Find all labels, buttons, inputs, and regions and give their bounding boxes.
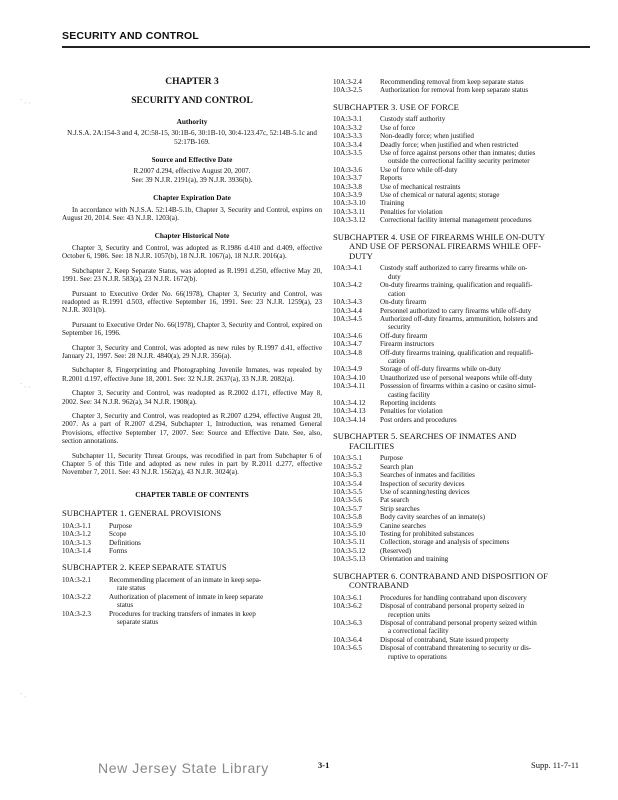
section-number: 10A:3-5.13 [333, 555, 366, 564]
chapter-title: SECURITY AND CONTROL [131, 96, 253, 107]
section-title: Penalties for violation [380, 207, 443, 216]
library-watermark: New Jersey State Library [98, 760, 269, 776]
toc-item [333, 496, 593, 504]
section-number: 10A:3-6.1 [333, 593, 362, 602]
section-number: 10A:3-5.12 [333, 546, 366, 555]
section-number: 10A:3-4.13 [333, 407, 366, 416]
section-number: 10A:3-3.9 [333, 191, 362, 200]
toc-title: CHAPTER TABLE OF CONTENTS [135, 490, 249, 499]
authority-text: N.J.S.A. 2A:154-3 and 4, 2C:58-15, 30:1B-6, 30:1B-10, 30:4-123.47c, 52:14B-5.1c and 52:17B-169. [67, 129, 317, 146]
section-title: Disposal of contraband personal property seized within [380, 619, 537, 628]
section-number: 10A:3-6.5 [333, 644, 362, 653]
section-title: Forms [109, 547, 128, 556]
toc-item [333, 644, 593, 661]
section-title: Recommending removal from keep separate status [380, 78, 524, 86]
toc-item [333, 199, 593, 207]
section-number: 10A:3-2.1 [62, 576, 91, 585]
history-heading: Chapter Historical Note [154, 231, 230, 241]
toc-item [333, 365, 593, 373]
section-title: Authorized off-duty firearms, ammunition, holsters and [380, 314, 538, 323]
toc-item [333, 349, 593, 366]
section-title: Procedures for tracking transfers of inmates in keep [109, 609, 256, 618]
section-title: Use of force [380, 123, 416, 132]
toc-item [333, 382, 593, 399]
toc-item [62, 547, 322, 555]
scan-mark: · ˏ [20, 690, 27, 698]
supplement-date: Supp. 11-7-11 [531, 760, 580, 770]
section-number: 10A:3-4.14 [333, 415, 366, 424]
section-number: 10A:3-5.1 [333, 454, 362, 463]
section-title: Testing for prohibited substances [380, 530, 474, 539]
toc-item [333, 522, 593, 530]
section-title: Disposal of contraband personal property seized in [380, 602, 525, 611]
toc-item [62, 522, 322, 530]
section-title: Off-duty firearm [380, 331, 428, 340]
section-title-continuation: duty [388, 272, 401, 281]
section-number: 10A:3-2.4 [333, 78, 362, 86]
scan-mark: · ˏ ˏ [20, 96, 31, 104]
section-title: Recommending placement of an inmate in keep sepa- [109, 576, 262, 585]
section-title: Disposal of contraband threatening to security or dis- [380, 644, 532, 653]
toc-item [333, 602, 593, 619]
section-number: 10A:3-4.11 [333, 382, 366, 391]
section-number: 10A:3-5.10 [333, 530, 366, 539]
section-title: Disposal of contraband, State issued property [380, 635, 509, 644]
toc-item [333, 547, 593, 555]
section-title-continuation: security [388, 323, 411, 332]
toc-item [333, 636, 593, 644]
history-paragraph: Pursuant to Executive Order No. 66(1978), Chapter 3, Security and Control, expired on September 16, 1996. [62, 320, 322, 338]
section-title: Custody staff authority [380, 115, 446, 124]
section-title: Purpose [109, 521, 132, 530]
section-number: 10A:3-3.3 [333, 132, 362, 141]
toc-item [333, 538, 593, 546]
section-title: Authorization for removal from keep separate status [380, 86, 529, 95]
toc-item [62, 593, 322, 610]
section-title-continuation: cation [388, 289, 406, 298]
section-number: 10A:3-3.2 [333, 123, 362, 132]
section-title: Reports [380, 174, 403, 183]
header-rule [62, 46, 590, 48]
section-number: 10A:3-4.8 [333, 348, 362, 357]
section-title: Unauthorized use of personal weapons while off-duty [380, 373, 533, 382]
section-number: 10A:3-5.9 [333, 521, 362, 530]
section-title: Purpose [380, 454, 403, 463]
toc-item [62, 610, 322, 627]
authority-heading: Authority [176, 116, 208, 126]
section-title: Strip searches [380, 504, 420, 513]
section-number: 10A:3-5.6 [333, 496, 362, 505]
subchapter-4-title [333, 233, 593, 262]
section-number: 10A:3-6.4 [333, 635, 362, 644]
scan-mark: · ˏ ˏ [20, 380, 31, 388]
section-title: Canine searches [380, 521, 426, 530]
section-number: 10A:3-5.11 [333, 538, 366, 547]
toc-item [333, 298, 593, 306]
toc-item [333, 208, 593, 216]
section-number: 10A:3-5.7 [333, 504, 362, 513]
section-number: 10A:3-5.8 [333, 513, 362, 522]
section-title: Personnel authorized to carry firearms while off-duty [380, 306, 532, 315]
section-title: (Reserved) [380, 546, 412, 555]
subchapter-6-title-line1: SUBCHAPTER 6. CONTRABAND AND DISPOSITION OF [333, 570, 548, 581]
section-number: 10A:3-4.9 [333, 365, 362, 374]
toc-item [333, 191, 593, 199]
toc-item [333, 115, 593, 123]
toc-item [333, 183, 593, 191]
section-number: 10A:3-5.5 [333, 488, 362, 496]
toc-item [333, 78, 593, 86]
section-number: 10A:3-4.5 [333, 314, 362, 323]
section-number: 10A:3-3.4 [333, 140, 362, 149]
toc-item [333, 332, 593, 340]
toc-item [333, 315, 593, 332]
subchapter-5-title [333, 432, 593, 451]
section-title: Orientation and training [380, 555, 449, 564]
history-paragraph: Chapter 3, Security and Control, was adopted as new rules by R.1997 d.41, effective January 21, 1997. See: 28 N.J.R. 4840(a), 29 N.J.R. 356(a). [62, 343, 322, 360]
section-title: Use of force against persons other than inmates; duties [380, 149, 536, 158]
toc-item [62, 576, 322, 593]
section-number: 10A:3-1.3 [62, 538, 91, 547]
section-title: Non-deadly force; when justified [380, 132, 474, 141]
section-title: Off-duty firearms training, qualification and requalifi- [380, 348, 534, 357]
section-title-continuation: a correctional facility [388, 627, 449, 636]
toc-item [333, 149, 593, 166]
toc-item [333, 216, 593, 224]
expiration-text: In accordance with N.J.S.A. 52:14B-5.1b, Chapter 3, Security and Control, expires on August 20, 2014. See: 43 N.J.R. 1203(a). [62, 205, 322, 223]
section-number: 10A:3-3.1 [333, 115, 362, 124]
toc-item [333, 340, 593, 348]
section-number: 10A:3-2.2 [62, 592, 91, 601]
section-title: Authorization of placement of inmate in keep separate [109, 592, 264, 601]
toc-item [333, 480, 593, 488]
section-title: Possession of firearms within a casino or casino simul- [380, 382, 537, 391]
toc-item [333, 471, 593, 479]
toc-item [62, 530, 322, 538]
section-title: Storage of off-duty firearms while on-duty [380, 365, 502, 374]
section-number: 10A:3-4.2 [333, 281, 362, 290]
section-number: 10A:3-3.6 [333, 165, 362, 174]
section-title: Searches of inmates and facilities [380, 471, 475, 480]
section-number: 10A:3-5.2 [333, 462, 362, 471]
toc-item [333, 166, 593, 174]
history-paragraph: Chapter 3, Security and Control, was readopted as R.2007 d.294, effective August 20, 2007. As a part of R.2007 d.294, Subchapter 1, Introduction, was renamed General Provisions, effective September 17, 2007. See: Source and Effective Date. See, also, section annotations. [62, 411, 322, 446]
section-number: 10A:3-4.10 [333, 373, 366, 382]
section-title-continuation: rate status [117, 584, 146, 593]
subchapter-2-title: SUBCHAPTER 2. KEEP SEPARATE STATUS [62, 562, 227, 573]
subchapter-5-title-line2: FACILITIES [349, 440, 395, 451]
section-title: Collection, storage and analysis of specimens [380, 538, 510, 547]
subchapter-4-title-line3: DUTY [349, 250, 373, 261]
section-title: Correctional facility internal management procedures [380, 216, 532, 225]
section-number: 10A:3-3.11 [333, 207, 366, 216]
section-title: Firearm instructors [380, 340, 435, 349]
subchapter-6-title-line2: CONTRABAND [349, 580, 409, 591]
section-title: Training [380, 199, 405, 208]
section-number: 10A:3-5.3 [333, 471, 362, 480]
subchapter-3-title: SUBCHAPTER 3. USE OF FORCE [333, 101, 459, 112]
toc-item [333, 399, 593, 407]
toc-item [333, 619, 593, 636]
section-number: 10A:3-6.3 [333, 619, 362, 628]
history-paragraph: Pursuant to Executive Order No. 66(1978), Chapter 3, Security and Control, was readopted as R.1991 d.503, effective September 16, 1991. See: 23 N.J.R. 1259(a), 23 N.J.R. 3031(b). [62, 289, 322, 315]
section-title: Search plan [380, 462, 414, 471]
section-title: Scope [109, 530, 127, 539]
right-column [333, 78, 593, 661]
section-title: Body cavity searches of an inmate(s) [380, 513, 485, 522]
section-number: 10A:3-4.6 [333, 331, 362, 340]
section-number: 10A:3-4.7 [333, 340, 362, 349]
toc-item [333, 555, 593, 563]
section-number: 10A:3-1.1 [62, 521, 91, 530]
section-title-continuation: outside the correctional facility security perimeter [388, 157, 530, 166]
section-title: Reporting incidents [380, 398, 436, 407]
section-title: Pat search [380, 496, 409, 505]
toc-item [333, 594, 593, 602]
toc-item [333, 530, 593, 538]
history-paragraph: Chapter 3, Security and Control, was adopted as R.1986 d.410 and d.409, effective October 6, 1986. See: 18 N.J.R. 1057(b), 18 N.J.R. 1067(a), 18 N.J.R. 2016(a). [62, 243, 322, 261]
subchapter-6-title [333, 572, 593, 591]
history-paragraph: Subchapter 11, Security Threat Groups, was recodified in part from Subchapter 6 of Chapter 5 of this Title and adopted as new rules in part by R.2011 d.277, effective November 7, 2011. See: 43 N.J.R. 1562(a), 43 N.J.R. 3024(a). [62, 451, 322, 477]
section-number: 10A:3-2.5 [333, 86, 362, 95]
section-title: Procedures for handling contraband upon discovery [380, 593, 527, 602]
chapter-number: CHAPTER 3 [165, 77, 219, 87]
section-title: On-duty firearms training, qualification and requalifi- [380, 281, 533, 290]
section-number: 10A:3-3.12 [333, 216, 366, 225]
toc-item [333, 86, 593, 94]
section-title-continuation: casting facility [388, 390, 430, 399]
history-paragraph: Subchapter 2, Keep Separate Status, was adopted as R.1991 d.250, effective May 20, 1991. See: 23 N.J.R. 583(a), 23 N.J.R. 1672(b). [62, 266, 322, 284]
section-number: 10A:3-4.4 [333, 306, 362, 315]
section-title-continuation: cation [388, 356, 406, 365]
section-title: Use of scanning/testing devices [380, 488, 470, 496]
source-line-1: R.2007 d.294, effective August 20, 2007. [133, 167, 251, 176]
section-number: 10A:3-4.3 [333, 298, 362, 307]
toc-item [333, 124, 593, 132]
section-number: 10A:3-1.2 [62, 530, 91, 539]
section-title-continuation: status [117, 601, 134, 610]
toc-item [333, 416, 593, 424]
section-title: Penalties for violation [380, 407, 443, 416]
section-title-continuation: reception units [388, 610, 430, 619]
running-head: SECURITY AND CONTROL [62, 30, 200, 42]
toc-item [333, 264, 593, 281]
toc-item [333, 281, 593, 298]
toc-item [333, 513, 593, 521]
toc-item [333, 374, 593, 382]
page-number: 3-1 [318, 760, 330, 770]
section-number: 10A:3-3.5 [333, 149, 362, 158]
history-paragraph: Subchapter 8, Fingerprinting and Photographing Juvenile Inmates, was repealed by R.2001 d.197, effective June 18, 2001. See: 32 N.J.R. 2637(a), 33 N.J.R. 2082(a). [62, 366, 322, 383]
section-title: Custody staff authorized to carry firearms while on- [380, 264, 528, 273]
left-column [62, 78, 322, 626]
toc-item [333, 454, 593, 462]
section-number: 10A:3-3.7 [333, 174, 362, 183]
section-number: 10A:3-5.4 [333, 479, 362, 488]
section-number: 10A:3-3.8 [333, 182, 362, 191]
subchapter-4-title-line2: AND USE OF PERSONAL FIREARMS WHILE OFF- [349, 241, 541, 252]
toc-item [333, 488, 593, 496]
subchapter-5-title-line1: SUBCHAPTER 5. SEARCHES OF INMATES AND [333, 431, 517, 442]
toc-item [333, 463, 593, 471]
toc-item [62, 539, 322, 547]
section-title: Inspection of security devices [380, 479, 465, 488]
section-number: 10A:3-1.4 [62, 547, 91, 556]
section-title: Deadly force; when justified and when restricted [380, 140, 519, 149]
expiration-heading: Chapter Expiration Date [153, 193, 231, 203]
section-title-continuation: separate status [117, 618, 159, 627]
toc-item [333, 407, 593, 415]
section-title: Use of chemical or natural agents; storage [380, 191, 500, 200]
section-title: Use of force while off-duty [380, 165, 458, 174]
section-number: 10A:3-2.3 [62, 609, 91, 618]
history-paragraph: Chapter 3, Security and Control, was readopted as R.2002 d.171, effective May 8, 2002. See: 34 N.J.R. 962(a), 34 N.J.R. 1908(a). [62, 389, 322, 406]
toc-item [333, 307, 593, 315]
source-line-2: See: 39 N.J.R. 2191(a), 39 N.J.R. 3936(b). [131, 175, 253, 184]
section-title: On-duty firearm [380, 298, 427, 307]
toc-item [333, 141, 593, 149]
subchapter-4-title-line1: SUBCHAPTER 4. USE OF FIREARMS WHILE ON-DUTY [333, 231, 546, 242]
section-number: 10A:3-4.12 [333, 398, 366, 407]
section-number: 10A:3-6.2 [333, 602, 362, 611]
toc-item [333, 132, 593, 140]
subchapter-1-title: SUBCHAPTER 1. GENERAL PROVISIONS [62, 508, 222, 519]
toc-item [333, 505, 593, 513]
section-number: 10A:3-4.1 [333, 264, 362, 273]
toc-item [333, 174, 593, 182]
source-heading: Source and Effective Date [151, 155, 233, 165]
section-number: 10A:3-3.10 [333, 199, 366, 208]
section-title-continuation: ruptive to operations [388, 652, 447, 661]
section-title: Use of mechanical restraints [380, 182, 461, 191]
section-title: Post orders and procedures [380, 415, 457, 424]
section-title: Definitions [109, 538, 141, 547]
